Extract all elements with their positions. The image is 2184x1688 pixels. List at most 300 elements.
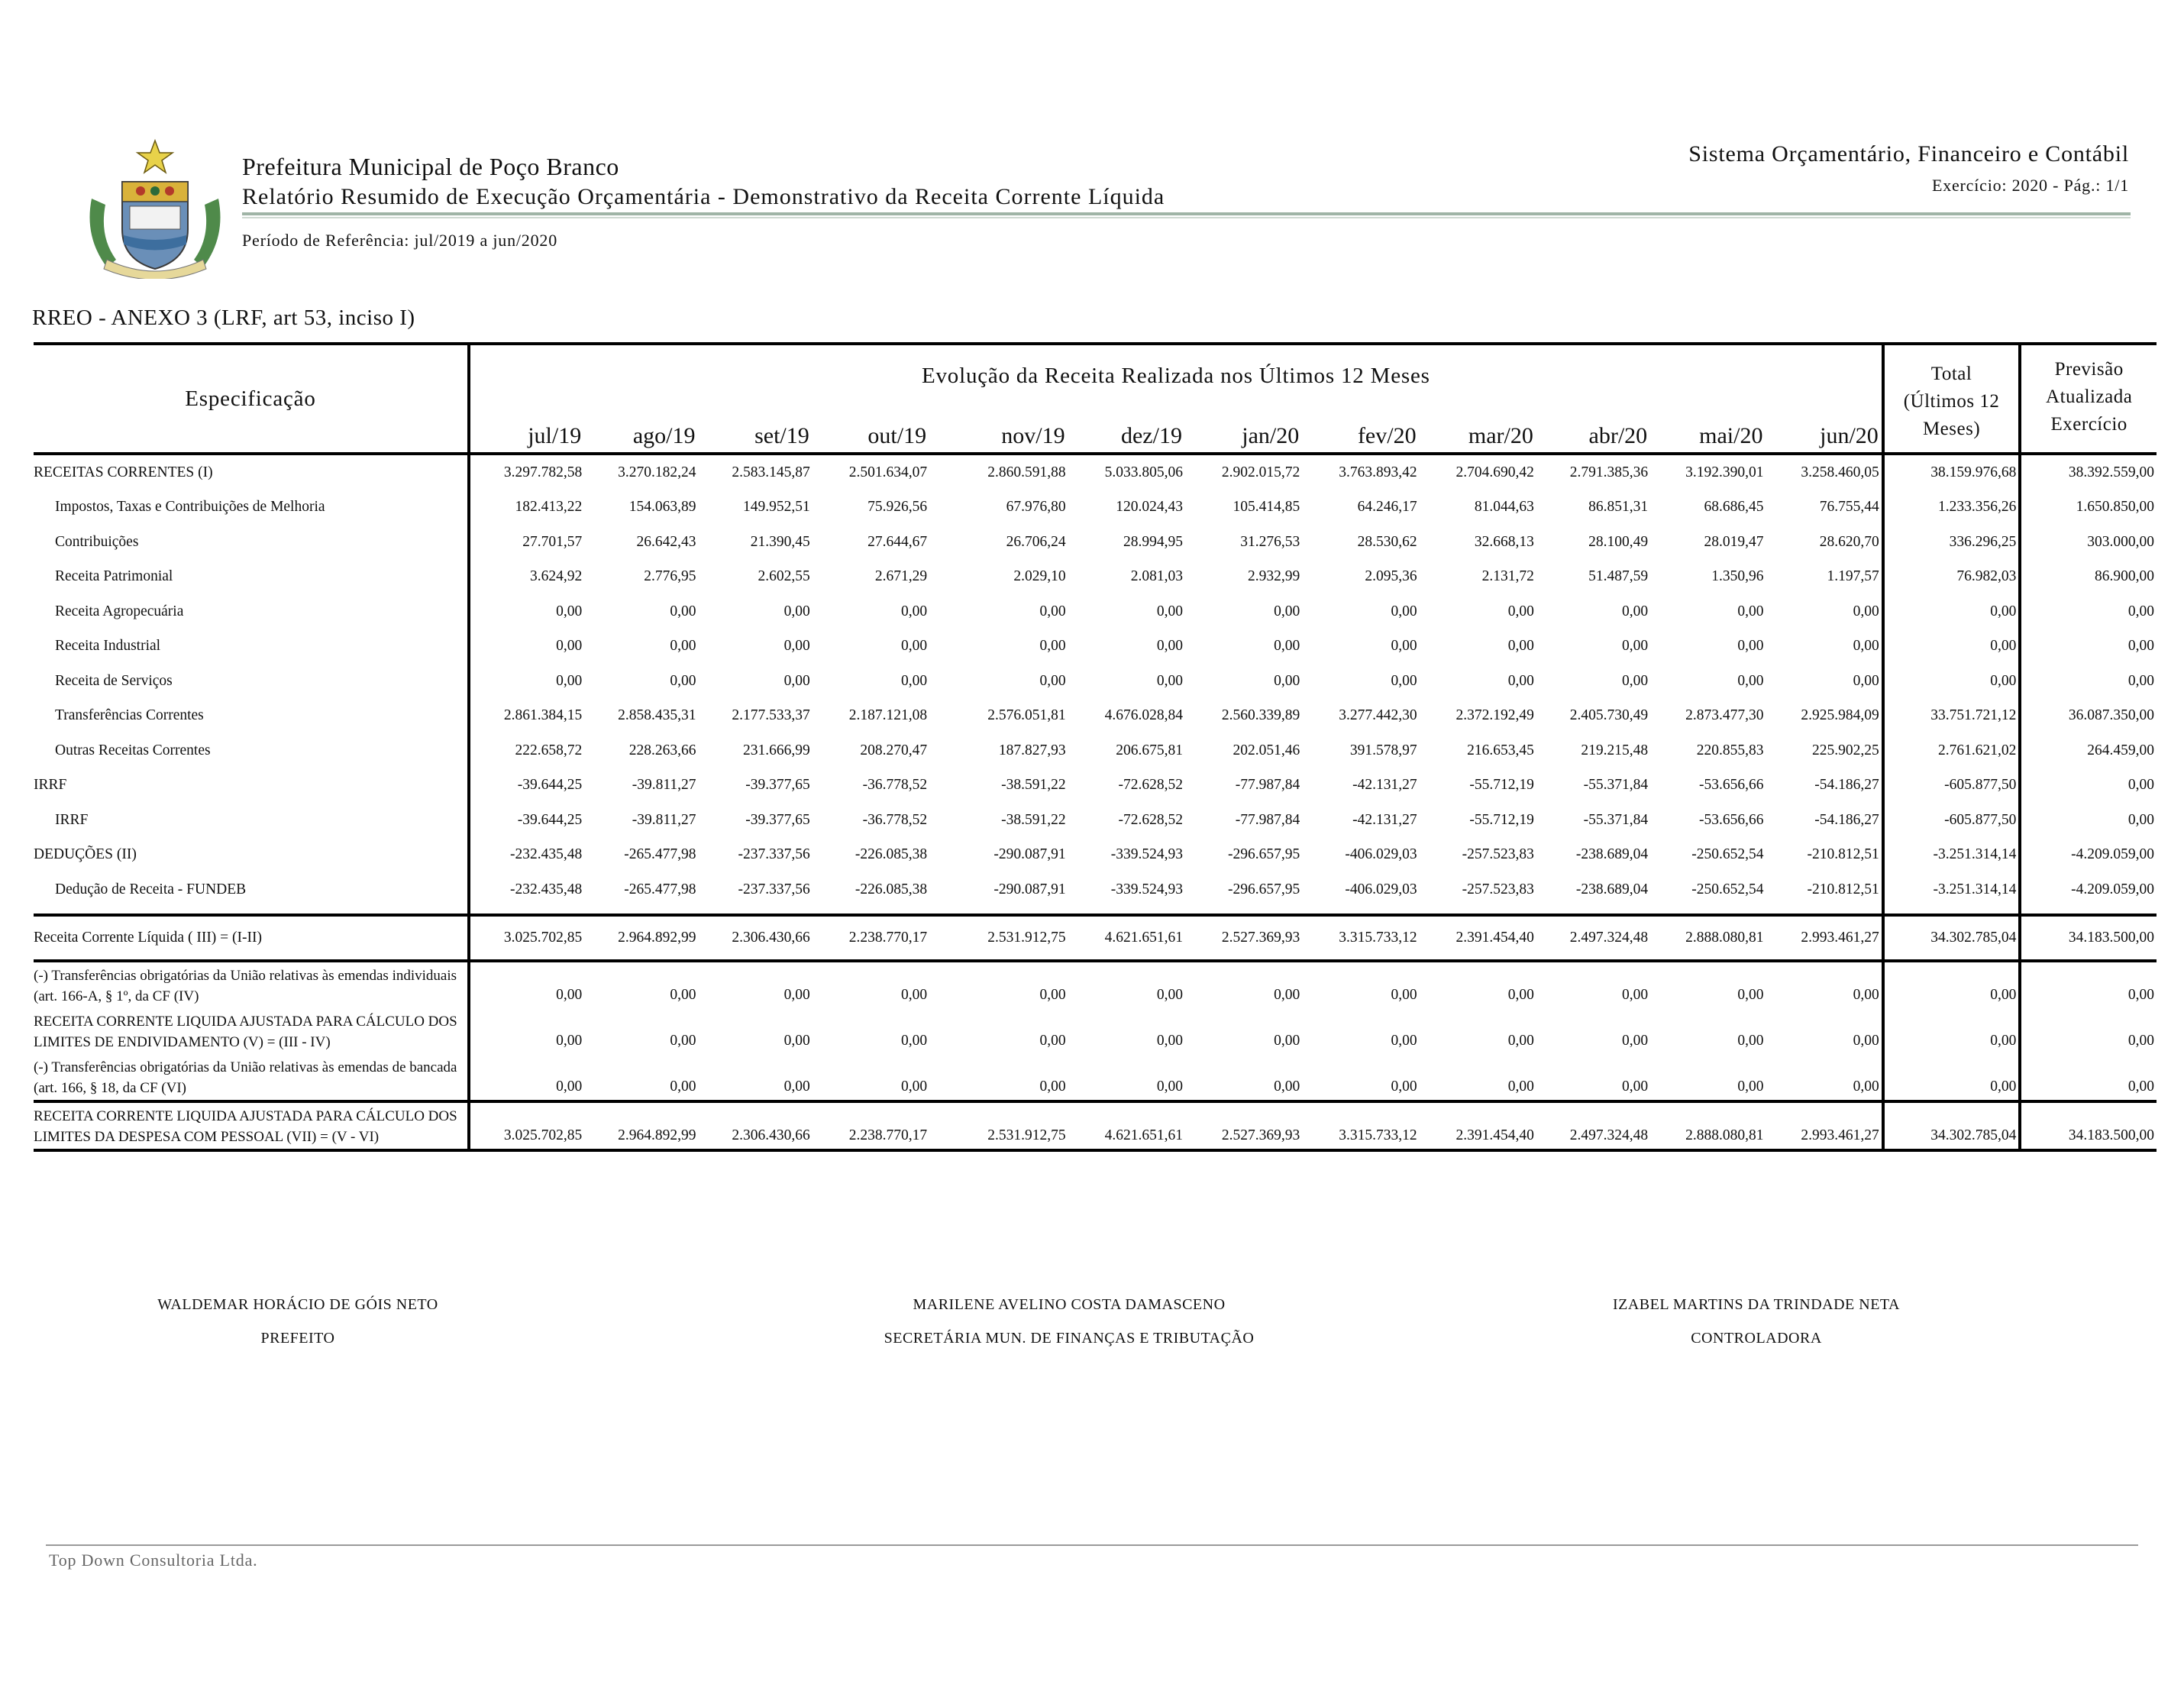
value-cell: 0,00 (1156, 1032, 1183, 1049)
value-cell: 2.932,99 (1248, 568, 1300, 585)
table-body (34, 454, 2157, 1150)
value-cell: 1.350,96 (1711, 568, 1764, 585)
value-cell: 28.019,47 (1704, 533, 1764, 550)
value-cell: 0,00 (670, 603, 696, 619)
value-cell: 2.391.454,40 (1420, 1101, 1536, 1150)
rcl-table (34, 342, 2157, 1152)
report-subtitle: Relatório Resumido de Execução Orçamentária - Demonstrativo da Receita Corrente Líquida (242, 184, 1165, 209)
value-cell: -232.435,48 (469, 838, 584, 873)
value-cell: 0,00 (469, 664, 584, 699)
table-row (34, 699, 2157, 734)
value-cell: 0,00 (1391, 672, 1417, 689)
value-cell: 2.902.015,72 (1221, 464, 1300, 480)
signature-name: MARILENE AVELINO COSTA DAMASCENO (913, 1296, 1226, 1313)
value-cell: -39.811,27 (632, 811, 696, 828)
value-cell: 2.497.324,48 (1536, 1101, 1650, 1150)
value-cell: 208.270,47 (860, 742, 928, 758)
table-row (34, 733, 2157, 768)
forecast-cell: -4.209.059,00 (2020, 872, 2157, 907)
value-cell: 0,00 (1853, 1032, 1879, 1049)
value-cell: -290.087,91 (993, 846, 1066, 863)
value-cell: -339.524,93 (1110, 881, 1183, 897)
value-cell: 68.686,45 (1704, 499, 1764, 516)
value-cell: 0,00 (1622, 638, 1649, 655)
row-label: Impostos, Taxas e Contribuições de Melhoria (55, 499, 325, 516)
total-cell: 336.296,25 (1883, 525, 2021, 560)
rcl-table-container (34, 342, 2157, 1152)
signature-role: PREFEITO (260, 1330, 335, 1347)
value-cell: 0,00 (1391, 1078, 1417, 1095)
value-cell: 0,00 (1039, 672, 1066, 689)
value-cell: 0,00 (469, 1054, 584, 1101)
rcl-row (34, 915, 2157, 961)
value-cell: 27.701,57 (469, 525, 584, 560)
row-label: RECEITA CORRENTE LIQUIDA AJUSTADA PARA CÁLCULO DOS LIMITES DA DESPESA COM PESSOAL (VII) = (V - VI) (34, 1101, 469, 1150)
value-cell: 187.827,93 (998, 742, 1066, 758)
value-cell: 3.297.782,58 (469, 454, 584, 490)
row-label: Dedução de Receita - FUNDEB (55, 881, 247, 897)
value-cell: 5.033.805,06 (1104, 464, 1183, 480)
value-cell: 2.576.051,81 (987, 707, 1066, 724)
value-cell: 2.497.324,48 (1536, 915, 1650, 961)
value-cell: 0,00 (1766, 961, 1882, 1008)
value-cell: -265.477,98 (624, 846, 696, 863)
value-cell: 0,00 (1274, 638, 1300, 655)
total-cell: 33.751.721,12 (1883, 699, 2021, 734)
value-cell: 0,00 (900, 672, 928, 689)
value-cell: 2.372.192,49 (1455, 707, 1534, 724)
value-cell: 0,00 (698, 961, 812, 1008)
value-cell: 51.487,59 (1588, 568, 1649, 585)
total-cell: 76.982,03 (1883, 560, 2021, 595)
value-cell: 0,00 (1274, 1078, 1300, 1095)
value-cell: 0,00 (929, 961, 1068, 1008)
value-cell: 21.390,45 (750, 533, 810, 550)
table-row (34, 454, 2157, 490)
month-header: out/19 (813, 406, 929, 454)
value-cell: 76.755,44 (1819, 499, 1879, 516)
adjustment-row (34, 1054, 2157, 1101)
value-cell: -54.186,27 (1814, 777, 1879, 794)
value-cell: 3.315.733,12 (1302, 915, 1419, 961)
value-cell: -38.591,22 (1001, 811, 1066, 828)
value-cell: -237.337,56 (738, 881, 810, 897)
total-cell: 0,00 (1883, 1054, 2021, 1101)
forecast-cell: 0,00 (2020, 1008, 2157, 1054)
value-cell: 2.888.080,81 (1650, 915, 1766, 961)
value-cell: 182.413,22 (469, 490, 584, 525)
forecast-cell: 34.183.500,00 (2020, 1101, 2157, 1150)
value-cell: 28.994,95 (1123, 533, 1183, 550)
value-cell: 2.238.770,17 (813, 915, 929, 961)
value-cell: 0,00 (1185, 961, 1302, 1008)
value-cell: 2.776,95 (644, 568, 696, 585)
value-cell: 2.671,29 (874, 568, 928, 585)
row-label: Receita Corrente Líquida ( III) = (I-II) (34, 915, 469, 961)
value-cell: 2.391.454,40 (1420, 915, 1536, 961)
month-header: abr/20 (1536, 406, 1650, 454)
value-cell: 4.621.651,61 (1068, 915, 1185, 961)
value-cell: 2.527.369,93 (1185, 1101, 1302, 1150)
value-cell: 75.926,56 (867, 499, 928, 516)
forecast-cell: 34.183.500,00 (2020, 915, 2157, 961)
total-cell: -605.877,50 (1883, 768, 2021, 804)
value-cell: 2.306.430,66 (698, 1101, 812, 1150)
row-label: IRRF (34, 777, 67, 794)
value-cell: 2.888.080,81 (1650, 1101, 1766, 1150)
row-label: (-) Transferências obrigatórias da União relativas às emendas de bancada (art. 166, § 18, da CF (VI) (34, 1059, 457, 1096)
value-cell: -77.987,84 (1235, 811, 1300, 828)
signature-role: CONTROLADORA (1691, 1330, 1822, 1347)
value-cell: -238.689,04 (1575, 846, 1649, 863)
value-cell: -36.778,52 (862, 811, 928, 828)
total-cell: 0,00 (1883, 1008, 2021, 1054)
value-cell: 2.925.984,09 (1801, 707, 1879, 724)
value-cell: -226.085,38 (855, 881, 928, 897)
value-cell: 120.024,43 (1116, 499, 1183, 516)
row-label: Receita Patrimonial (55, 568, 173, 585)
row-label: Transferências Correntes (55, 707, 204, 724)
value-cell: 0,00 (1156, 672, 1183, 689)
value-cell: 0,00 (469, 961, 584, 1008)
value-cell: 0,00 (1507, 1032, 1534, 1049)
value-cell: -36.778,52 (862, 777, 928, 794)
signature-finance-secretary (840, 1288, 1298, 1355)
value-cell: 0,00 (1039, 1078, 1066, 1095)
value-cell: 0,00 (1156, 1078, 1183, 1095)
forecast-cell: 1.650.850,00 (2020, 490, 2157, 525)
value-cell: -406.029,03 (1345, 846, 1417, 863)
table-row (34, 664, 2157, 699)
spacer-row (34, 907, 2157, 915)
value-cell: 0,00 (1853, 638, 1879, 655)
forecast-cell: 0,00 (2020, 803, 2157, 838)
total-cell: -3.251.314,14 (1883, 872, 2021, 907)
value-cell: -339.524,93 (1110, 846, 1183, 863)
total-cell: -3.251.314,14 (1883, 838, 2021, 873)
value-cell: -55.371,84 (1583, 777, 1649, 794)
value-cell: 0,00 (1737, 1032, 1764, 1049)
value-cell: -53.656,66 (1698, 777, 1764, 794)
value-cell: 3.315.733,12 (1302, 1101, 1419, 1150)
value-cell: -39.811,27 (632, 777, 696, 794)
value-cell: 4.621.651,61 (1068, 1101, 1185, 1150)
value-cell: 3.192.390,01 (1685, 464, 1764, 480)
value-cell: 0,00 (469, 629, 584, 665)
municipal-coat-of-arms-logo (76, 137, 234, 279)
value-cell: -39.644,25 (469, 803, 584, 838)
row-label: RECEITAS CORRENTES (I) (34, 464, 213, 480)
value-cell: 0,00 (1420, 961, 1536, 1008)
value-cell: 231.666,99 (743, 742, 810, 758)
value-cell: 27.644,67 (867, 533, 928, 550)
value-cell: 64.246,17 (1357, 499, 1417, 516)
value-cell: 0,00 (1737, 638, 1764, 655)
value-cell: 2.405.730,49 (1569, 707, 1649, 724)
total-cell: -605.877,50 (1883, 803, 2021, 838)
value-cell: 206.675,81 (1116, 742, 1183, 758)
row-label: Receita Industrial (55, 638, 161, 655)
value-cell: 0,00 (1737, 603, 1764, 619)
value-cell: 2.791.385,36 (1569, 464, 1649, 480)
annex-title: RREO - ANEXO 3 (LRF, art 53, inciso I) (32, 306, 415, 330)
value-cell: 28.530,62 (1357, 533, 1417, 550)
forecast-cell: 0,00 (2020, 629, 2157, 665)
total-cell: 0,00 (1883, 961, 2021, 1008)
value-cell: 0,00 (1622, 672, 1649, 689)
value-cell: 222.658,72 (469, 733, 584, 768)
value-cell: -210.812,51 (1807, 846, 1879, 863)
value-cell: 0,00 (1156, 638, 1183, 655)
value-cell: 0,00 (900, 1078, 928, 1095)
value-cell: 2.501.634,07 (848, 464, 928, 480)
total-cell: 0,00 (1883, 629, 2021, 665)
month-header: set/19 (698, 406, 812, 454)
value-cell: -296.657,95 (1228, 881, 1300, 897)
value-cell: -406.029,03 (1345, 881, 1417, 897)
table-row (34, 594, 2157, 629)
value-cell: -237.337,56 (738, 846, 810, 863)
municipality-title: Prefeitura Municipal de Poço Branco (242, 153, 619, 180)
value-cell: 2.964.892,99 (584, 915, 698, 961)
value-cell: -296.657,95 (1228, 846, 1300, 863)
value-cell: 391.578,97 (1349, 742, 1417, 758)
forecast-cell: 36.087.350,00 (2020, 699, 2157, 734)
value-cell: -38.591,22 (1001, 777, 1066, 794)
value-cell: 0,00 (1507, 1078, 1534, 1095)
value-cell: 0,00 (1737, 672, 1764, 689)
value-cell: 2.029,10 (1013, 568, 1066, 585)
row-label: IRRF (55, 811, 89, 828)
value-cell: -55.712,19 (1469, 811, 1534, 828)
value-cell: 225.902,25 (1812, 742, 1879, 758)
total-cell: 34.302.785,04 (1883, 915, 2021, 961)
value-cell: -54.186,27 (1814, 811, 1879, 828)
value-cell: 0,00 (1274, 603, 1300, 619)
value-cell: 0,00 (1507, 638, 1534, 655)
total-cell: 2.761.621,02 (1883, 733, 2021, 768)
value-cell: -72.628,52 (1118, 811, 1183, 828)
value-cell: 0,00 (783, 638, 810, 655)
value-cell: -257.523,83 (1462, 846, 1534, 863)
value-cell: 0,00 (469, 1008, 584, 1054)
value-cell: 0,00 (1156, 603, 1183, 619)
value-cell: 2.238.770,17 (813, 1101, 929, 1150)
row-label: (-) Transferências obrigatórias da União relativas às emendas individuais (art. 166-A, § 1º, da CF (IV) (34, 961, 469, 1008)
adjustment-row (34, 961, 2157, 1008)
value-cell: 0,00 (1622, 1032, 1649, 1049)
value-cell: 2.704.690,42 (1455, 464, 1534, 480)
row-label: Receita Agropecuária (55, 603, 184, 619)
header-divider-secondary (242, 217, 2131, 218)
reference-period: Período de Referência: jul/2019 a jun/2020 (242, 231, 558, 250)
system-name: Sistema Orçamentário, Financeiro e Contábil (1688, 141, 2129, 167)
table-row (34, 838, 2157, 873)
table-row (34, 490, 2157, 525)
forecast-cell: 264.459,00 (2020, 733, 2157, 768)
value-cell: 86.851,31 (1588, 499, 1649, 516)
value-cell: 2.993.461,27 (1766, 1101, 1882, 1150)
value-cell: -39.377,65 (745, 811, 810, 828)
spec-header: Especificação (34, 344, 469, 454)
value-cell: -39.644,25 (469, 768, 584, 804)
signature-mayor (115, 1288, 481, 1355)
forecast-cell: 0,00 (2020, 664, 2157, 699)
value-cell: 2.583.145,87 (732, 464, 810, 480)
value-cell: 28.100,49 (1588, 533, 1649, 550)
value-cell: 3.025.702,85 (469, 1101, 584, 1150)
value-cell: 0,00 (900, 1032, 928, 1049)
month-header: ago/19 (584, 406, 698, 454)
value-cell: 3.763.893,42 (1339, 464, 1417, 480)
value-cell: 2.527.369,93 (1185, 915, 1302, 961)
value-cell: 0,00 (783, 1032, 810, 1049)
value-cell: 0,00 (1391, 638, 1417, 655)
table-row (34, 525, 2157, 560)
value-cell: 0,00 (1391, 1032, 1417, 1049)
adjustment-row (34, 1008, 2157, 1054)
value-cell: -226.085,38 (855, 846, 928, 863)
value-cell: 216.653,45 (1467, 742, 1534, 758)
value-cell: -39.377,65 (745, 777, 810, 794)
value-cell: 0,00 (1039, 638, 1066, 655)
value-cell: 0,00 (1068, 961, 1185, 1008)
value-cell: 0,00 (1622, 1078, 1649, 1095)
signature-name: IZABEL MARTINS DA TRINDADE NETA (1612, 1296, 1900, 1313)
month-header: dez/19 (1068, 406, 1185, 454)
value-cell: 2.602,55 (758, 568, 810, 585)
signature-name: WALDEMAR HORÁCIO DE GÓIS NETO (157, 1296, 438, 1313)
value-cell: 0,00 (670, 1032, 696, 1049)
value-cell: 32.668,13 (1474, 533, 1534, 550)
value-cell: -53.656,66 (1698, 811, 1764, 828)
value-cell: 2.131,72 (1481, 568, 1534, 585)
value-cell: 81.044,63 (1474, 499, 1534, 516)
value-cell: -250.652,54 (1691, 846, 1764, 863)
value-cell: 2.187.121,08 (848, 707, 928, 724)
value-cell: 2.306.430,66 (698, 915, 812, 961)
value-cell: 3.270.182,24 (618, 464, 696, 480)
value-cell: 2.177.533,37 (732, 707, 810, 724)
month-header: jul/19 (469, 406, 584, 454)
value-cell: 1.197,57 (1827, 568, 1879, 585)
value-cell: 0,00 (783, 1078, 810, 1095)
value-cell: 2.861.384,15 (469, 699, 584, 734)
value-cell: 3.277.442,30 (1339, 707, 1417, 724)
value-cell: -238.689,04 (1575, 881, 1649, 897)
total-header: Total (Últimos 12 Meses) (1883, 344, 2021, 454)
value-cell: 2.993.461,27 (1766, 915, 1882, 961)
value-cell: 0,00 (783, 603, 810, 619)
value-cell: 2.560.339,89 (1221, 707, 1300, 724)
total-cell: 34.302.785,04 (1883, 1101, 2021, 1150)
value-cell: 0,00 (783, 672, 810, 689)
signature-role: SECRETÁRIA MUN. DE FINANÇAS E TRIBUTAÇÃO (884, 1330, 1255, 1347)
forecast-cell: 0,00 (2020, 594, 2157, 629)
value-cell: 219.215,48 (1581, 742, 1649, 758)
value-cell: 2.873.477,30 (1685, 707, 1764, 724)
total-cell: 0,00 (1883, 664, 2021, 699)
value-cell: -257.523,83 (1462, 881, 1534, 897)
value-cell: 0,00 (1536, 961, 1650, 1008)
value-cell: 0,00 (1853, 1078, 1879, 1095)
exercise-page-info: Exercício: 2020 - Pág.: 1/1 (1931, 176, 2129, 195)
forecast-cell: 38.392.559,00 (2020, 454, 2157, 490)
value-cell: -77.987,84 (1235, 777, 1300, 794)
value-cell: 105.414,85 (1233, 499, 1300, 516)
value-cell: 0,00 (670, 672, 696, 689)
value-cell: 0,00 (584, 961, 698, 1008)
value-cell: 0,00 (1507, 672, 1534, 689)
value-cell: 26.706,24 (1006, 533, 1066, 550)
forecast-cell: 303.000,00 (2020, 525, 2157, 560)
value-cell: 0,00 (900, 603, 928, 619)
value-cell: 0,00 (1039, 1032, 1066, 1049)
evolution-header: Evolução da Receita Realizada nos Últimos 12 Meses (469, 344, 1883, 406)
value-cell: -232.435,48 (469, 872, 584, 907)
footer-company: Top Down Consultoria Ltda. (49, 1551, 258, 1570)
value-cell: -42.131,27 (1352, 777, 1417, 794)
value-cell: 3.624,92 (469, 560, 584, 595)
value-cell: 0,00 (1853, 603, 1879, 619)
value-cell: 228.263,66 (628, 742, 696, 758)
value-cell: 0,00 (1853, 672, 1879, 689)
month-header: mar/20 (1420, 406, 1536, 454)
value-cell: 0,00 (670, 1078, 696, 1095)
month-header: nov/19 (929, 406, 1068, 454)
value-cell: -72.628,52 (1118, 777, 1183, 794)
value-cell: 31.276,53 (1240, 533, 1300, 550)
total-cell: 38.159.976,68 (1883, 454, 2021, 490)
value-cell: 220.855,83 (1696, 742, 1764, 758)
forecast-cell: 0,00 (2020, 961, 2157, 1008)
row-label: Receita de Serviços (55, 672, 173, 689)
value-cell: 4.676.028,84 (1104, 707, 1183, 724)
value-cell: 0,00 (1737, 1078, 1764, 1095)
value-cell: 28.620,70 (1819, 533, 1879, 550)
month-header: jun/20 (1766, 406, 1882, 454)
value-cell: 3.025.702,85 (469, 915, 584, 961)
value-cell: 2.081,03 (1130, 568, 1183, 585)
forecast-cell: 0,00 (2020, 1054, 2157, 1101)
row-label: Contribuições (55, 533, 139, 550)
value-cell: -265.477,98 (624, 881, 696, 897)
value-cell: 67.976,80 (1006, 499, 1066, 516)
month-header: jan/20 (1185, 406, 1302, 454)
month-header: fev/20 (1302, 406, 1419, 454)
value-cell: 0,00 (1302, 961, 1419, 1008)
value-cell: -42.131,27 (1352, 811, 1417, 828)
value-cell: 2.095,36 (1365, 568, 1417, 585)
value-cell: 2.531.912,75 (929, 915, 1068, 961)
value-cell: 0,00 (1039, 603, 1066, 619)
value-cell: 154.063,89 (628, 499, 696, 516)
header-divider (242, 212, 2131, 215)
value-cell: -55.712,19 (1469, 777, 1534, 794)
value-cell: 0,00 (1507, 603, 1534, 619)
forecast-header: Previsão Atualizada Exercício (2020, 344, 2157, 454)
table-row (34, 629, 2157, 665)
value-cell: 0,00 (469, 594, 584, 629)
value-cell: 0,00 (1622, 603, 1649, 619)
value-cell: 2.860.591,88 (987, 464, 1066, 480)
value-cell: 2.858.435,31 (618, 707, 696, 724)
value-cell: 2.531.912,75 (929, 1101, 1068, 1150)
value-cell: 0,00 (1274, 672, 1300, 689)
month-header: mai/20 (1650, 406, 1766, 454)
value-cell: -290.087,91 (993, 881, 1066, 897)
value-cell: 2.964.892,99 (584, 1101, 698, 1150)
